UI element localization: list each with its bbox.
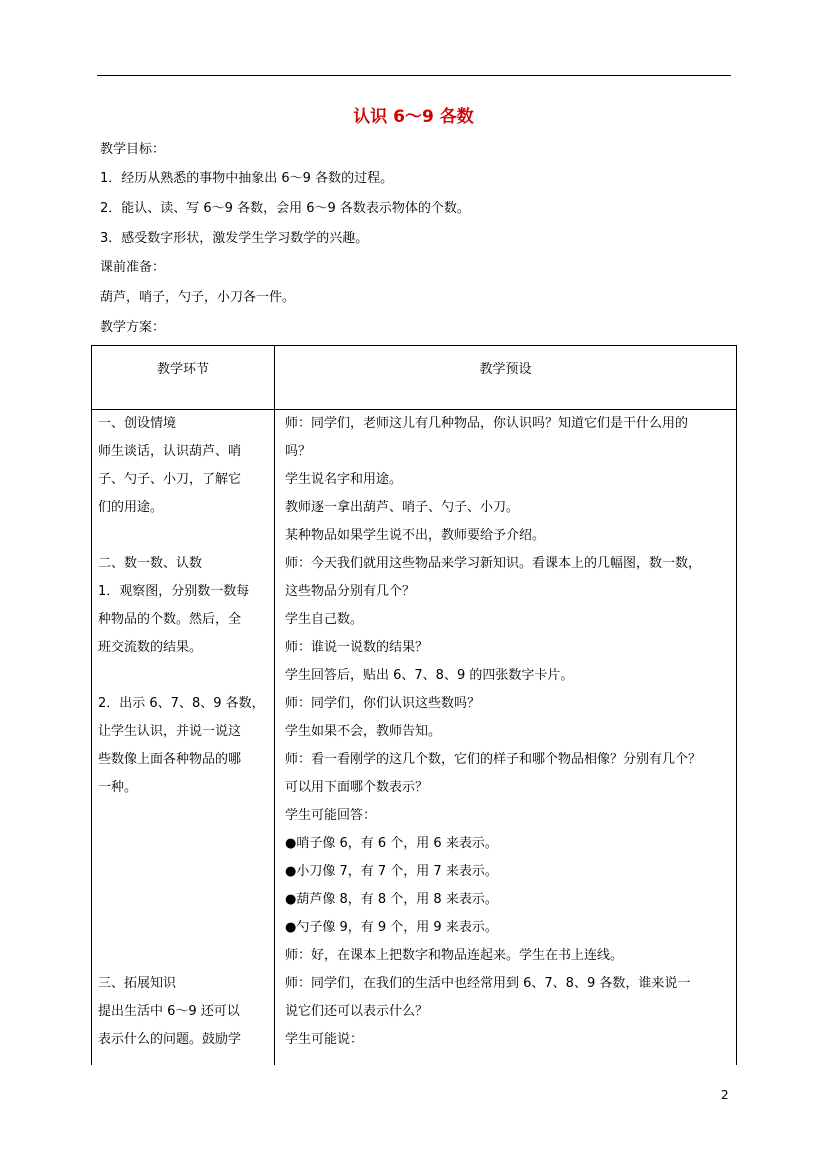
preset-line: 学生回答后，贴出 6、7、8、9 的四张数字卡片。 — [285, 668, 574, 683]
preparation-text: 葫芦，哨子，勺子，小刀各一件。 — [100, 290, 296, 305]
header-preset: 教学预设 — [275, 346, 737, 410]
stage-line: 一、创设情境 — [98, 416, 177, 431]
preset-line: 可以用下面哪个数表示？ — [285, 780, 429, 795]
stage-line: 师生谈话，认识葫芦、哨 — [98, 444, 242, 459]
preset-line: 师：同学们，你们认识这些数吗？ — [285, 696, 481, 711]
stage-line: 子、勺子、小刀，了解它 — [98, 472, 242, 487]
header-stage: 教学环节 — [92, 346, 275, 410]
preset-line: 学生可能回答： — [285, 808, 377, 823]
stage-line — [98, 802, 268, 830]
objectives-heading: 教学目标： — [100, 142, 166, 157]
preset-line: 某种物品如果学生说不出，教师要给予介绍。 — [285, 528, 546, 543]
stage-column — [92, 410, 275, 1066]
table-header-row — [92, 346, 737, 410]
stage-line — [98, 522, 268, 550]
preset-line: 学生说名字和用途。 — [285, 472, 403, 487]
stage-line: 一种。 — [98, 780, 138, 795]
stage-line: 们的用途。 — [98, 500, 164, 515]
stage-line — [98, 858, 268, 886]
stage-line: 表示什么的问题。鼓励学 — [98, 1032, 242, 1047]
stage-line: 种物品的个数。然后，全 — [98, 612, 242, 627]
preset-line: 这些物品分别有几个？ — [285, 584, 416, 599]
stage-line: 提出生活中 6～9 还可以 — [98, 1004, 240, 1019]
header-rule — [97, 75, 731, 76]
stage-line: 1．观察图，分别数一数每 — [98, 584, 250, 599]
preset-line: 师：看一看刚学的这几个数，它们的样子和哪个物品相像？分别有几个？ — [285, 752, 702, 767]
stage-line: 三、拓展知识 — [98, 976, 177, 991]
preset-line: ●小刀像 7，有 7 个，用 7 来表示。 — [285, 864, 498, 879]
preset-column — [275, 410, 737, 1066]
stage-line: 2．出示 6、7、8、9 各数， — [98, 696, 265, 711]
preset-line: 说它们还可以表示什么？ — [285, 1004, 429, 1019]
preset-line: ●葫芦像 8，有 8 个，用 8 来表示。 — [285, 892, 498, 907]
preset-line: 学生可能说： — [285, 1032, 364, 1047]
page-number: 2 — [721, 1088, 729, 1102]
preset-line: ●勺子像 9，有 9 个，用 9 来表示。 — [285, 920, 498, 935]
preparation-heading: 课前准备： — [100, 260, 166, 275]
stage-line — [98, 886, 268, 914]
preset-line: 师：同学们，老师这儿有几种物品，你认识吗？知道它们是干什么用的 — [285, 416, 689, 431]
preset-line: 师：同学们，在我们的生活中也经常用到 6、7、8、9 各数，谁来说一 — [285, 976, 691, 991]
stage-line — [98, 914, 268, 942]
objective-item: 3．感受数字形状，激发学生学习数学的兴趣。 — [100, 231, 369, 246]
preset-line: ●哨子像 6，有 6 个，用 6 来表示。 — [285, 836, 498, 851]
stage-line — [98, 662, 268, 690]
preset-line: 师：谁说一说数的结果？ — [285, 640, 429, 655]
preset-line: 学生如果不会，教师告知。 — [285, 724, 442, 739]
stage-line: 班交流数的结果。 — [98, 640, 203, 655]
preset-line: 学生自己数。 — [285, 612, 364, 627]
stage-line: 二、数一数、认数 — [98, 556, 203, 571]
objective-item: 2．能认、读、写 6～9 各数，会用 6～9 各数表示物体的个数。 — [100, 201, 470, 216]
stage-line: 些数像上面各种物品的哪 — [98, 752, 242, 767]
stage-line: 让学生认识，并说一说这 — [98, 724, 242, 739]
stage-line — [98, 942, 268, 970]
objective-item: 1．经历从熟悉的事物中抽象出 6～9 各数的过程。 — [100, 171, 394, 186]
preset-line: 教师逐一拿出葫芦、哨子、勺子、小刀。 — [285, 500, 520, 515]
lesson-plan-table — [91, 345, 737, 1065]
document-title: 认识 6～9 各数 — [353, 107, 474, 127]
table-row — [92, 410, 737, 1066]
plan-heading: 教学方案： — [100, 320, 166, 335]
stage-line — [98, 830, 268, 858]
preset-line: 师：好，在课本上把数字和物品连起来。学生在书上连线。 — [285, 948, 624, 963]
preset-line: 师：今天我们就用这些物品来学习新知识。看课本上的几幅图，数一数， — [285, 556, 702, 571]
preset-line: 吗？ — [285, 444, 312, 459]
